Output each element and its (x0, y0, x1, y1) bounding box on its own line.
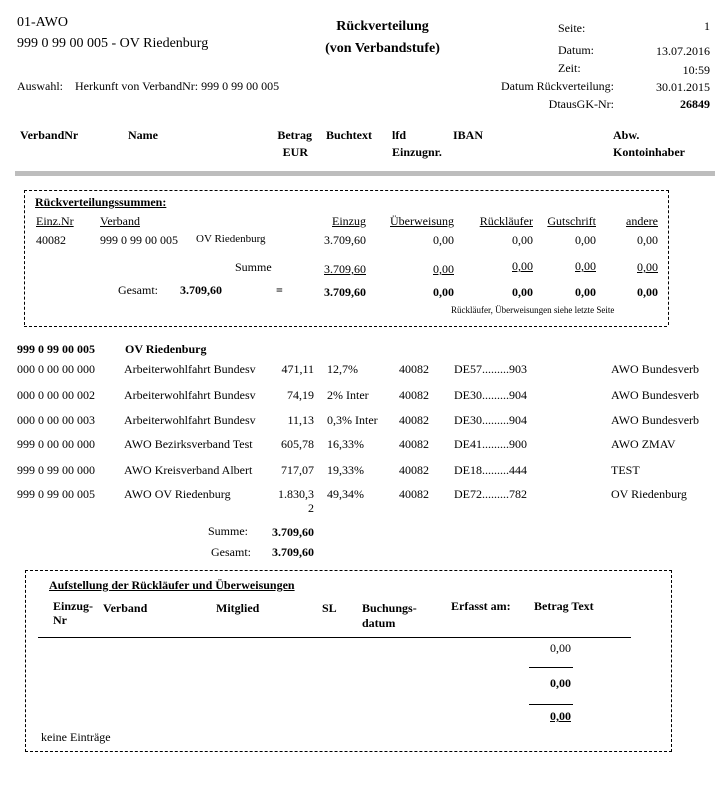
returns-total-rule (529, 704, 573, 705)
summary-col-ueberweisung: Überweisung (390, 214, 454, 228)
returns-title: Aufstellung der Rückläufer und Überweisungen (49, 578, 295, 592)
gesamt-label: Gesamt: (118, 283, 158, 297)
col-verband-nr: VerbandNr (20, 128, 79, 142)
row-verband-nr: 000 0 00 00 003 (17, 413, 95, 427)
summary-ueberweisung: 0,00 (433, 233, 454, 247)
equals-sign: = (276, 283, 283, 297)
returns-sum-rule (529, 667, 573, 668)
row-verband-nr: 000 0 00 00 000 (17, 362, 95, 376)
gesamt-value: 3.709,60 (180, 283, 222, 297)
org-name: 999 0 99 00 005 - OV Riedenburg (17, 36, 209, 51)
col-name: Name (128, 128, 158, 142)
row-betrag: 11,13 (287, 413, 314, 427)
row-betrag: 471,11 (281, 362, 314, 376)
total-gesamt-label: Gesamt: (211, 545, 251, 559)
col-betrag-unit: EUR (282, 145, 308, 159)
row-name: AWO Kreisverband Albert (124, 463, 253, 477)
gesamt-einzug: 3.709,60 (324, 285, 366, 299)
summary-col-andere: andere (626, 214, 658, 228)
returns-value-3: 0,00 (550, 709, 571, 723)
returns-col-mitglied: Mitglied (216, 601, 260, 615)
gesamt-ueberweisung: 0,00 (433, 285, 454, 299)
page-number: 1 (704, 19, 710, 33)
row-abw: OV Riedenburg (611, 487, 687, 501)
col-iban: IBAN (453, 128, 484, 142)
header-separator (15, 171, 715, 176)
summary-ruecklaeufer: 0,00 (512, 233, 533, 247)
row-abw: AWO ZMAV (611, 437, 676, 451)
returns-col-verband: Verband (103, 601, 148, 615)
row-verband-nr: 999 0 99 00 000 (17, 463, 95, 477)
redistribution-date-label: Datum Rückverteilung: (501, 79, 614, 93)
total-gesamt-value: 3.709,60 (272, 545, 314, 559)
dtaus-label: DtausGK-Nr: (548, 97, 614, 111)
row-buchtext: 2% Inter (327, 388, 369, 402)
dtaus-value: 26849 (680, 97, 710, 111)
returns-box (25, 570, 672, 752)
gesamt-gutschrift: 0,00 (575, 285, 596, 299)
row-betrag: 605,78 (281, 437, 314, 451)
row-iban: DE18.........444 (454, 463, 527, 477)
summary-title: Rückverteilungssummen: (35, 195, 167, 209)
date-value: 13.07.2016 (656, 44, 710, 58)
row-name: Arbeiterwohlfahrt Bundesv (124, 362, 256, 376)
total-summe-label: Summe: (207, 524, 248, 538)
summary-andere: 0,00 (637, 233, 658, 247)
summary-box-bottom (24, 326, 667, 327)
group-nr: 999 0 99 00 005 (17, 342, 95, 356)
summary-col-ruecklaeufer: Rückläufer (479, 214, 533, 228)
time-value: 10:59 (682, 63, 710, 77)
row-buchtext: 0,3% Inter (327, 413, 378, 427)
summe-ueberweisung: 0,00 (433, 262, 454, 276)
row-betrag: 1.830,3 (278, 487, 314, 501)
summary-col-verband: Verband (100, 214, 140, 228)
row-lfd: 40082 (399, 463, 429, 477)
row-lfd: 40082 (399, 437, 429, 451)
summe-label: Summe (235, 260, 272, 274)
summe-ruecklaeufer: 0,00 (512, 259, 533, 273)
total-summe-value: 3.709,60 (272, 525, 314, 539)
col-lfd: lfd (392, 128, 407, 142)
returns-col-einzug-nr: Einzug- (53, 599, 94, 613)
returns-col-sl: SL (322, 601, 337, 615)
row-abw: AWO Bundesverb (611, 362, 700, 376)
summary-gutschrift: 0,00 (575, 233, 596, 247)
row-lfd: 40082 (399, 388, 429, 402)
col-betrag: Betrag (277, 128, 312, 142)
summary-note: Rückläufer, Überweisungen siehe letzte Seite (451, 305, 615, 315)
date-label: Datum: (558, 43, 594, 57)
row-name: AWO Bezirksverband Test (124, 437, 253, 451)
row-verband-nr: 999 0 99 00 005 (17, 487, 95, 501)
summary-col-gutschrift: Gutschrift (547, 214, 596, 228)
row-abw: TEST (611, 463, 640, 477)
col-abw-2: Kontoinhaber (613, 145, 686, 159)
row-iban: DE41.........900 (454, 437, 527, 451)
returns-col-buchungsdatum: Buchungs- (362, 601, 417, 615)
summe-einzug: 3.709,60 (324, 262, 366, 276)
row-verband-nr: 999 0 00 00 000 (17, 437, 95, 451)
row-name: Arbeiterwohlfahrt Bundesv (124, 388, 256, 402)
summe-gutschrift: 0,00 (575, 259, 596, 273)
summary-verband-name: OV Riedenburg (196, 233, 266, 245)
summary-einzug: 3.709,60 (324, 233, 366, 247)
row-iban: DE30.........904 (454, 388, 527, 402)
report-subtitle: (von Verbandstufe) (325, 41, 440, 56)
selection-value: Herkunft von VerbandNr: 999 0 99 00 005 (75, 79, 280, 93)
group-name: OV Riedenburg (125, 342, 207, 356)
row-abw: AWO Bundesverb (611, 413, 700, 427)
row-iban: DE72.........782 (454, 487, 527, 501)
returns-col-erfasst: Erfasst am: (451, 599, 511, 613)
report-title: Rückverteilung (336, 19, 429, 34)
row-verband-nr: 000 0 00 00 002 (17, 388, 95, 402)
summary-col-einzug: Einzug (332, 214, 366, 228)
row-iban: DE30.........904 (454, 413, 527, 427)
returns-empty-text: keine Einträge (41, 730, 111, 744)
col-buchtext: Buchtext (326, 128, 372, 142)
returns-header-rule (38, 637, 631, 638)
row-name: AWO OV Riedenburg (124, 487, 231, 501)
row-buchtext: 12,7% (327, 362, 358, 376)
returns-value-1: 0,00 (550, 641, 571, 655)
row-betrag: 74,19 (287, 388, 314, 402)
row-betrag: 717,07 (281, 463, 314, 477)
gesamt-andere: 0,00 (637, 285, 658, 299)
time-label: Zeit: (558, 61, 581, 75)
gesamt-ruecklaeufer: 0,00 (512, 285, 533, 299)
row-buchtext: 19,33% (327, 463, 364, 477)
redistribution-date-value: 30.01.2015 (656, 80, 710, 94)
page-label: Seite: (558, 21, 586, 35)
summary-col-einz-nr: Einz.Nr (36, 214, 74, 228)
returns-col-einzug-nr-2: Nr (53, 613, 67, 627)
row-iban: DE57.........903 (454, 362, 527, 376)
col-lfd-2: Einzugnr. (392, 145, 442, 159)
row-name: Arbeiterwohlfahrt Bundesv (124, 413, 256, 427)
col-abw: Abw. (613, 128, 640, 142)
returns-col-betrag-text: Betrag Text (534, 599, 594, 613)
row-lfd: 40082 (399, 362, 429, 376)
returns-col-buchungsdatum-2: datum (362, 616, 396, 630)
summary-verband-nr: 999 0 99 00 005 (100, 233, 178, 247)
row-buchtext: 16,33% (327, 437, 364, 451)
row-abw: AWO Bundesverb (611, 388, 700, 402)
summary-einz-nr: 40082 (36, 233, 66, 247)
returns-value-2: 0,00 (550, 676, 571, 690)
row-lfd: 40082 (399, 487, 429, 501)
row-betrag-wrap: 2 (308, 501, 314, 515)
row-lfd: 40082 (399, 413, 429, 427)
row-buchtext: 49,34% (327, 487, 364, 501)
summe-andere: 0,00 (637, 260, 658, 274)
org-code: 01-AWO (17, 15, 68, 30)
selection-label: Auswahl: (17, 79, 63, 93)
